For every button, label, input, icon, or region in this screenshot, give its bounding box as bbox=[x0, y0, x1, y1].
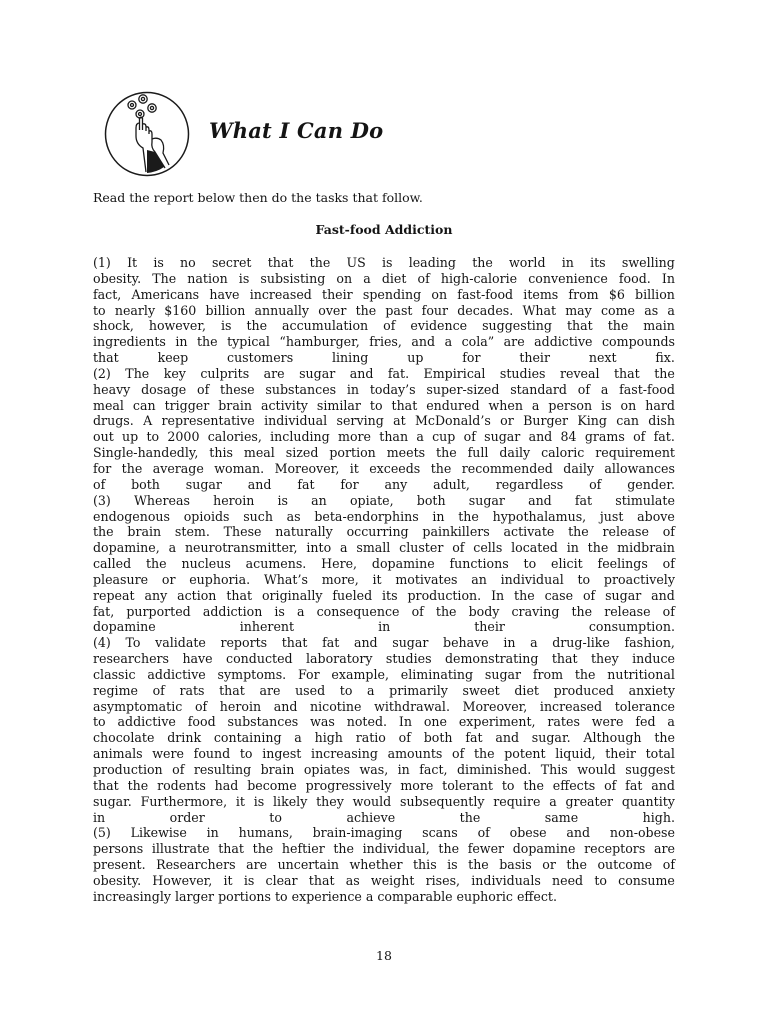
report-line: to addictive food substances was noted. In one experiment, rates were fed a bbox=[93, 714, 675, 730]
report-line: researchers have conducted laboratory studies demonstrating that they induce bbox=[93, 651, 675, 667]
report-line: drugs. A representative individual serving at McDonald’s or Burger King can dish bbox=[93, 413, 675, 429]
section-header bbox=[103, 90, 603, 182]
report-line: pleasure or euphoria. What’s more, it motivates an individual to proactively bbox=[93, 571, 675, 587]
report-line: to nearly $160 billion annually over the past four decades. What may come as a bbox=[93, 302, 675, 318]
report-line: ingredients in the typical “hamburger, fries, and a cola” are addictive compounds bbox=[93, 334, 675, 350]
report-line: repeat any action that originally fueled its production. In the case of sugar and bbox=[93, 587, 675, 603]
hand-with-gears-icon bbox=[103, 90, 191, 178]
report-line: regime of rats that are used to a primarily sweet diet produced anxiety bbox=[93, 682, 675, 698]
report-line: endogenous opioids such as beta-endorphins in the hypothalamus, just above bbox=[93, 508, 675, 524]
instructions-text: Read the report below then do the tasks that follow. bbox=[93, 190, 423, 205]
report-line: sugar. Furthermore, it is likely they would subsequently require a greater quantity bbox=[93, 793, 675, 809]
report-line: meal can trigger brain activity similar to that endured when a person is on hard bbox=[93, 397, 675, 413]
report-line: out up to 2000 calories, including more than a cup of sugar and 84 grams of fat. bbox=[93, 429, 675, 445]
report-line: present. Researchers are uncertain whether this is the basis or the outcome of bbox=[93, 857, 675, 873]
report-line: for the average woman. Moreover, it exceeds the recommended daily allowances bbox=[93, 460, 675, 476]
report-line: (5) Likewise in humans, brain-imaging scans of obese and non-obese bbox=[93, 825, 675, 841]
report-line: animals were found to ingest increasing amounts of the potent liquid, their total bbox=[93, 746, 675, 762]
report-line: (2) The key culprits are sugar and fat. Empirical studies reveal that the bbox=[93, 365, 675, 381]
page-number: 18 bbox=[376, 948, 392, 963]
report-line: the brain stem. These naturally occurring painkillers activate the release of bbox=[93, 524, 675, 540]
report-line: asymptomatic of heroin and nicotine withdrawal. Moreover, increased tolerance bbox=[93, 698, 675, 714]
report-line: called the nucleus acumens. Here, dopamine functions to elicit feelings of bbox=[93, 556, 675, 572]
report-line: (4) To validate reports that fat and sugar behave in a drug-like fashion, bbox=[93, 635, 675, 651]
report-line: chocolate drink containing a high ratio of both fat and sugar. Although the bbox=[93, 730, 675, 746]
report-line: obesity. However, it is clear that as weight rises, individuals need to consume bbox=[93, 872, 675, 888]
report-line: Single-handedly, this meal sized portion meets the full daily caloric requirement bbox=[93, 445, 675, 461]
report-line: dopamine inherent in their consumption. bbox=[93, 619, 675, 635]
report-line: fact, Americans have increased their spending on fast-food items from $6 billion bbox=[93, 286, 675, 302]
report-line: classic addictive symptoms. For example, eliminating sugar from the nutritional bbox=[93, 666, 675, 682]
report-line: heavy dosage of these substances in today’s super-sized standard of a fast-food bbox=[93, 381, 675, 397]
report-line: production of resulting brain opiates was, in fact, diminished. This would suggest bbox=[93, 762, 675, 777]
report-line: fat, purported addiction is a consequence of the body craving the release of bbox=[93, 603, 675, 619]
report-line: shock, however, is the accumulation of evidence suggesting that the main bbox=[93, 318, 675, 334]
report-line: (3) Whereas heroin is an opiate, both sugar and fat stimulate bbox=[93, 492, 675, 508]
report-line: (1) It is no secret that the US is leading the world in its swelling bbox=[93, 255, 675, 270]
report-line: that keep customers lining up for their next fix. bbox=[93, 350, 675, 366]
report-line: in order to achieve the same high. bbox=[93, 809, 675, 825]
report-line: obesity. The nation is subsisting on a diet of high-calorie convenience food. In bbox=[93, 270, 675, 286]
section-title: What I Can Do bbox=[209, 118, 384, 143]
report-line: persons illustrate that the heftier the individual, the fewer dopamine receptors are bbox=[93, 841, 675, 857]
report-line: of both sugar and fat for any adult, regardless of gender. bbox=[93, 476, 675, 492]
report-title: Fast-food Addiction bbox=[315, 222, 453, 237]
report-line: that the rodents had become progressively more tolerant to the effects of fat and bbox=[93, 777, 675, 793]
report-line: increasingly larger portions to experience a comparable euphoric effect. bbox=[93, 888, 557, 904]
report-line: dopamine, a neurotransmitter, into a small cluster of cells located in the midbrain bbox=[93, 540, 675, 556]
report-body bbox=[93, 255, 675, 905]
